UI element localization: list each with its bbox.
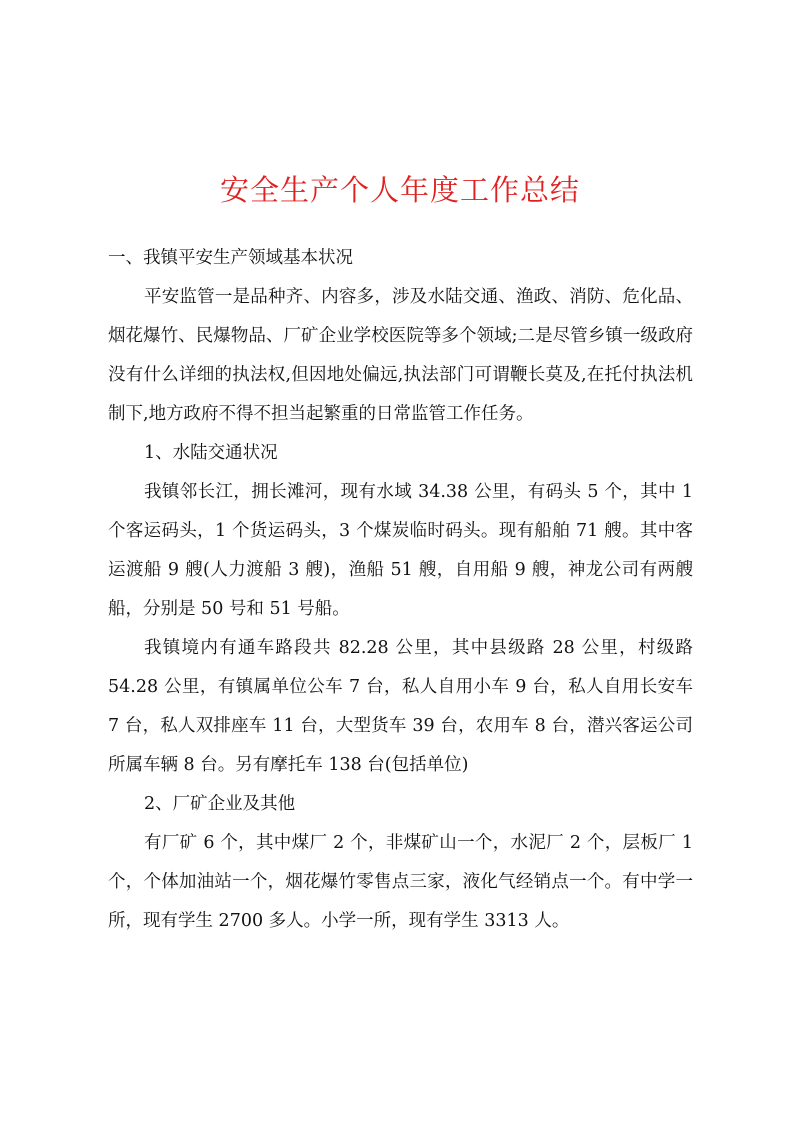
subsection-heading: 2、厂矿企业及其他 <box>144 794 296 814</box>
paragraph: 有厂矿 6 个，其中煤厂 2 个，非煤矿山一个，水泥厂 2 个，层板厂 1 个，个体加油站一个，烟花爆竹零售点三家，液化气经销点一个。有中学一所，现有学生 2700 多人。小学一所，现有学生 3313 人。 <box>108 833 693 931</box>
document-title: 安全生产个人年度工作总结 <box>219 173 580 207</box>
paragraph: 我镇邻长江，拥长滩河，现有水域 34.38 公里，有码头 5 个，其中 1 个客运码头，1 个货运码头，3 个煤炭临时码头。现有船舶 71 艘。其中客运渡船 9 艘(人力渡船 3 艘)，渔船 51 艘，自用船 9 艘，神龙公司有两艘船，分别是 50 号和 51 号船。 <box>108 482 693 619</box>
document-body <box>108 239 693 941</box>
paragraph: 我镇境内有通车路段共 82.28 公里，其中县级路 28 公里，村级路 54.28 公里，有镇属单位公车 7 台，私人自用小车 9 台，私人自用长安车 7 台，私人双排座车 11 台，大型货车 39 台，农用车 8 台，潜兴客运公司所属车辆 8 台。另有摩托车 138 台(包括单位) <box>108 638 693 775</box>
subsection-heading: 1、水陆交通状况 <box>144 443 278 463</box>
paragraph: 平安监管一是品种齐、内容多，涉及水陆交通、渔政、消防、危化品、烟花爆竹、民爆物品、厂矿企业学校医院等多个领域;二是尽管乡镇一级政府没有什么详细的执法权,但因地处偏远,执法部门可谓鞭长莫及,在托付执法机制下,地方政府不得不担当起繁重的日常监管工作任务。 <box>108 287 693 424</box>
section-heading: 一、我镇平安生产领域基本状况 <box>108 248 353 268</box>
